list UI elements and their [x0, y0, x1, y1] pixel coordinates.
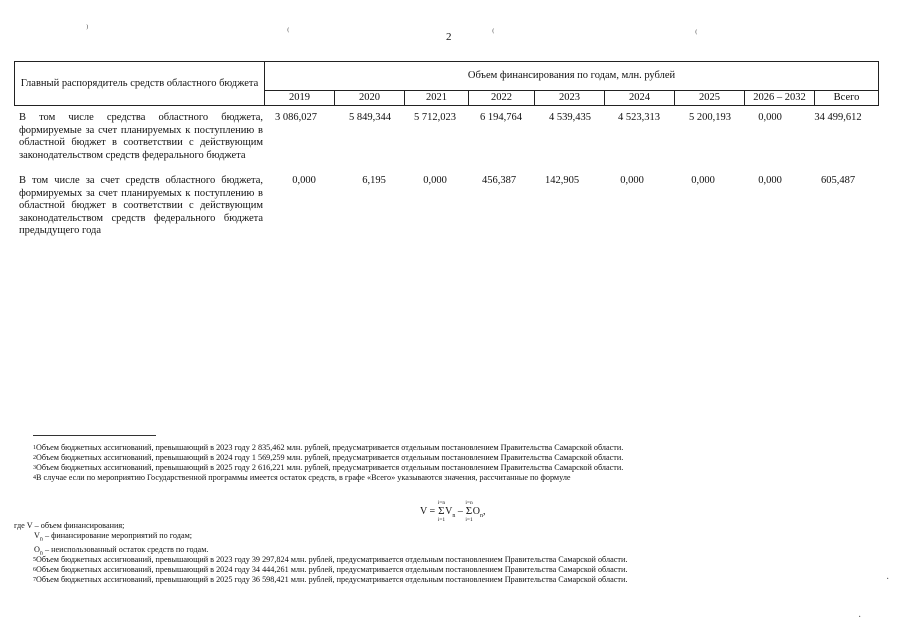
footnote-separator — [33, 435, 156, 436]
page-number: 2 — [446, 31, 452, 43]
footnote: $^4$В случае если по мероприятию Государственной программы имеется остаток средств, в графе «Всего» указываются значения, рассчитанные по формуле — [33, 473, 571, 482]
header-year: 2024 — [605, 91, 675, 106]
formula-legend — [14, 521, 208, 558]
header-financing: Объем финансирования по годам, млн. рублей — [265, 62, 879, 91]
header-year: 2021 — [405, 91, 469, 106]
scan-speck: ⁾ — [86, 24, 89, 35]
footnote: $^3$Объем бюджетных ассигнований, превышающий в 2025 году 2 616,221 млн. рублей, предусматривается отдельным постановлением Правительства Самарской области. — [33, 463, 624, 472]
header-year: 2022 — [469, 91, 535, 106]
legend-o: $O_n$ – неиспользованный остаток средств по годам. — [34, 544, 209, 557]
footnote: $^6$Объем бюджетных ассигнований, превышающий в 2024 году 34 444,261 млн. рублей, предусматривается отдельным постановлением Правительства Самарской области. — [33, 565, 628, 574]
cell-value: 5 849,344 — [349, 112, 391, 123]
scan-speck: ⁽ — [695, 29, 698, 40]
scan-speck: · — [858, 612, 862, 623]
header-year: 2020 — [335, 91, 405, 106]
cell-value: 6 194,764 — [480, 112, 522, 123]
cell-value: 0,000 — [292, 175, 316, 186]
sum-sign: i=n Σ i=1 — [465, 500, 473, 523]
cell-total: 605,487 — [820, 175, 856, 186]
cell-value: 0,000 — [423, 175, 447, 186]
footnotes — [33, 443, 623, 483]
cell-value: 142,905 — [544, 175, 580, 186]
sum-sign: i=n Σ i=1 — [437, 500, 446, 523]
legend-intro: где V – объем финансирования; — [14, 521, 125, 530]
cell-value: 5 712,023 — [414, 112, 456, 123]
cell-value: 5 200,193 — [689, 112, 731, 123]
scan-speck: · — [886, 574, 890, 585]
scan-speck: ⁽ — [287, 27, 290, 38]
cell-value: 0,000 — [620, 175, 644, 186]
footnote: $^1$Объем бюджетных ассигнований, превышающий в 2023 году 2 835,462 млн. рублей, предусматривается отдельным постановлением Правительства Самарской области. — [33, 443, 624, 452]
cell-value: 3 086,027 — [275, 112, 317, 123]
cell-value: 456,387 — [481, 175, 517, 186]
footnote: $^7$Объем бюджетных ассигнований, превышающий в 2025 году 36 598,421 млн. рублей, предусматривается отдельным постановлением Правительства Самарской области. — [33, 575, 628, 584]
cell-value: 0,000 — [758, 175, 782, 186]
row-description: В том числе средства областного бюджета, формируемые за счет планируемых к поступлению в областной бюджет в соответствии с действующим законодательством средств федерального бюджета — [19, 112, 263, 161]
financing-table — [14, 61, 879, 106]
footnotes-continued — [33, 555, 627, 585]
row-description: В том числе за счет средств областного бюджета, формируемых за счет планируемых к поступлению в областной бюджет в соответствии с действующим законодательством средств федерального бюджета предыдущего года — [19, 175, 263, 236]
cell-value: 0,000 — [691, 175, 715, 186]
formula: V = i=n Σ $i=1V_n - i=n$ Σ $i=1O_n$, — [420, 500, 486, 523]
header-year: 2025 — [675, 91, 745, 106]
cell-value: 4 523,313 — [618, 112, 660, 123]
cell-value: 4 539,435 — [549, 112, 591, 123]
header-year: 2019 — [265, 91, 335, 106]
footnote: $^2$Объем бюджетных ассигнований, превышающий в 2024 году 1 569,259 млн. рублей, предусматривается отдельным постановлением Правительства Самарской области. — [33, 453, 624, 462]
cell-value: 0,000 — [758, 112, 782, 123]
header-total: Всего — [815, 91, 879, 106]
header-distributor: Главный распорядитель средств областного бюджета — [15, 62, 265, 106]
header-year: 2023 — [535, 91, 605, 106]
cell-total: 34 499,612 — [814, 112, 862, 123]
legend-v: $V_n$ – финансирование мероприятий по годам; — [34, 531, 193, 543]
footnote: $^5$Объем бюджетных ассигнований, превышающий в 2023 году 39 297,824 млн. рублей, предусматривается отдельным постановлением Правительства Самарской области. — [33, 555, 628, 564]
header-year: 2026 – 2032 — [745, 91, 815, 106]
scan-speck: ⁽ — [492, 28, 495, 39]
cell-value: 6,195 — [362, 175, 386, 186]
